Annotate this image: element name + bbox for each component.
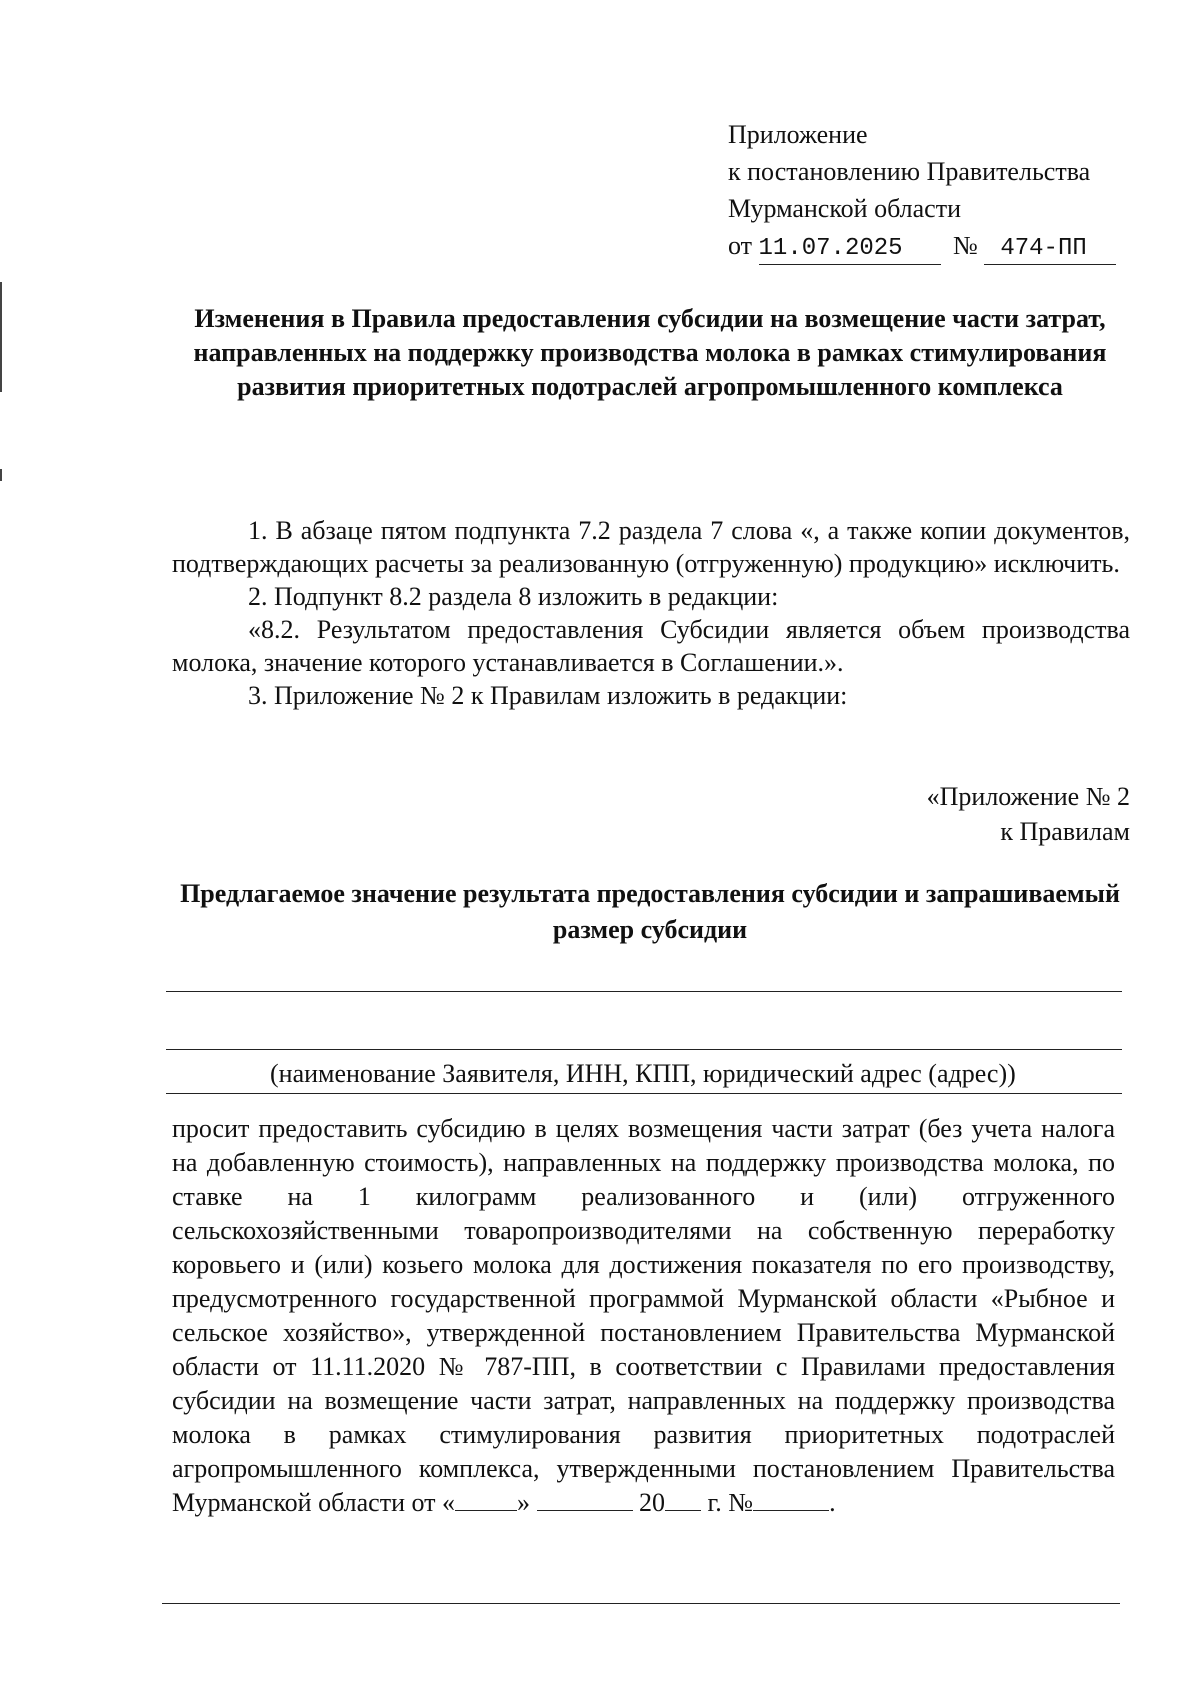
header-decree-label: к постановлению Правительства (728, 157, 1091, 186)
year-prefix: 20 (639, 1488, 666, 1517)
scan-edge-mark-small (0, 469, 2, 481)
amendment-paragraph-1: 1. В абзаце пятом подпункта 7.2 раздела 7 слова «, а также копии документов, подтверждающих расчеты за реализованную (отгруженную) продукцию» исключить. (172, 516, 1130, 578)
close-quote: » (517, 1488, 531, 1517)
form-title: Предлагаемое значение результата предоставления субсидии и запрашиваемый размер субсидии (180, 879, 1120, 944)
year-blank (665, 1490, 701, 1511)
number-blank (753, 1490, 829, 1511)
amendment-paragraph-3: «8.2. Результатом предоставления Субсидии является объем производства молока, значение которого устанавливается в Соглашении.». (172, 615, 1130, 677)
decree-number: 474-ПП (1000, 235, 1087, 262)
appendix-reference (927, 779, 1130, 849)
applicant-caption-underline (166, 1093, 1122, 1094)
header-region-label: Мурманской области (728, 194, 961, 223)
appendix-rules-label: к Правилам (1000, 817, 1130, 846)
request-body: просит предоставить субсидию в целях возмещения части затрат (без учета налога на добавленную стоимость), направленных на поддержку производства молока, по ставке на 1 килограмм реализованного и (или) отгруженного сельскохозяйственными товаропроизводителями на собственную переработку коровьего и (или) козьего молока для достижения показателя по его производству, предусмотренного государственной программой Мурманской области «Рыбное и сельское хозяйство», утвержденной постановлением Правительства Мурманской области от 11.11.2020 № 787-ПП, в соответствии с Правилами предоставления субсидии на возмещение части затрат, направленных на поддержку производства молока в рамках стимулирования развития приоритетных подотраслей агропромышленного комплекса, утвержденными постановлением Правительства Мурманской области от (172, 1114, 1115, 1517)
decree-number-field (984, 231, 1116, 265)
end-period: . (829, 1488, 836, 1517)
document-title: Изменения в Правила предоставления субсидии на возмещение части затрат, направленных на поддержку производства молока в рамках стимулирования развития приоритетных подотраслей агропромышленного комплекса (193, 304, 1107, 401)
amendment-paragraph-2: 2. Подпункт 8.2 раздела 8 изложить в редакции: (248, 582, 779, 611)
decree-date: 11.07.2025 (758, 235, 903, 262)
applicant-blank-line-2 (166, 1049, 1122, 1050)
scan-edge-mark (0, 282, 2, 392)
month-blank (537, 1490, 633, 1511)
applicant-blank-line-1 (166, 991, 1122, 992)
header-date-number-line (728, 227, 1116, 265)
request-bottom-rule (162, 1603, 1120, 1604)
decree-reference-blanks (442, 1488, 836, 1517)
open-quote: « (442, 1488, 456, 1517)
approval-header (728, 116, 1116, 265)
number-prefix: № (953, 231, 978, 260)
date-prefix: от (728, 231, 753, 260)
header-appendix-label: Приложение (728, 120, 868, 149)
number-label: г. № (707, 1488, 754, 1517)
appendix-number: «Приложение № 2 (926, 782, 1130, 811)
applicant-caption: (наименование Заявителя, ИНН, КПП, юридический адрес (адрес)) (270, 1059, 1016, 1088)
day-blank (455, 1490, 517, 1511)
amendment-paragraph-4: 3. Приложение № 2 к Правилам изложить в редакции: (248, 681, 848, 710)
amendments-body (172, 514, 1130, 712)
decree-date-field (759, 231, 941, 265)
subsidy-request-text (172, 1112, 1115, 1520)
